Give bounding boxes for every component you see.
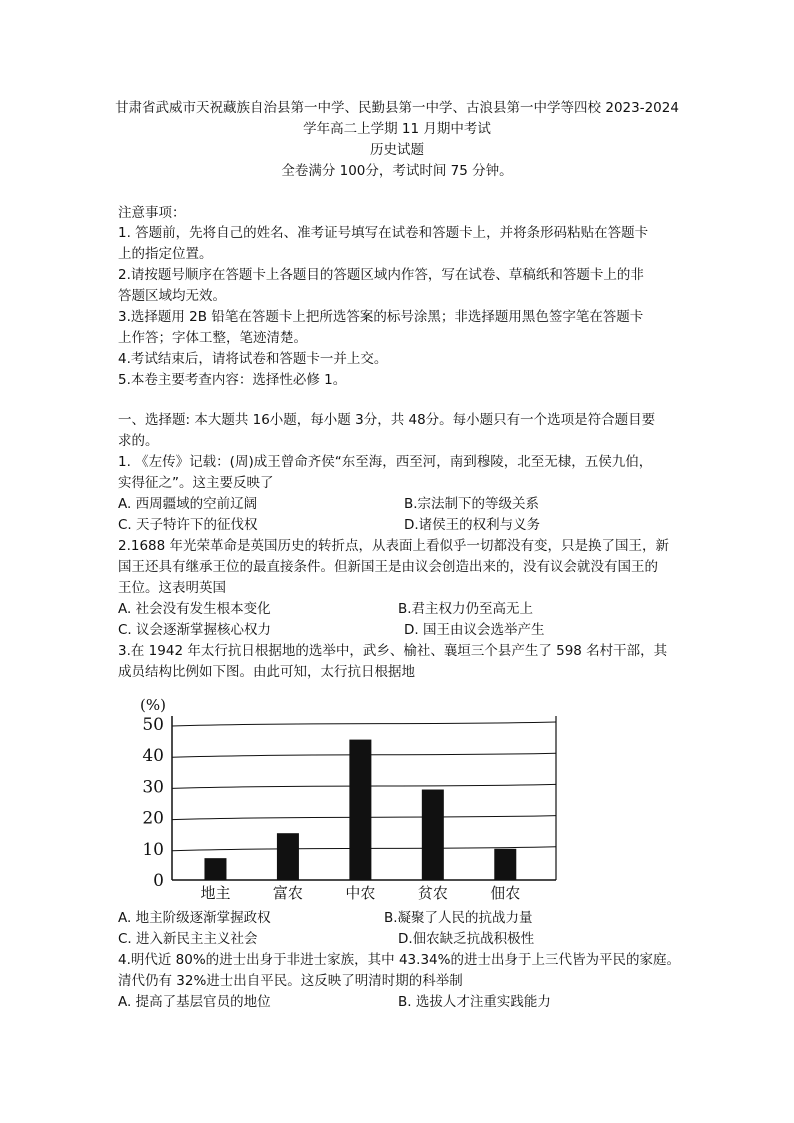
question-1-stem: 实得征之”。这主要反映了: [118, 475, 274, 491]
exam-title-line1: 甘肃省武威市天祝藏族自治县第一中学、民勤县第一中学、古浪县第一中学等四校 2023-2024: [115, 100, 679, 116]
chart-y-tick-label: 40: [142, 746, 164, 767]
chart-y-tick-label: 0: [153, 871, 164, 891]
question-2-stem: 国王还具有继承王位的最直接条件。但新国王是由议会创造出来的，没有议会就没有国王的: [118, 559, 658, 575]
section-heading-line2: 求的。: [118, 433, 159, 449]
chart-category-label: 富农: [272, 884, 303, 902]
chart-bar: [204, 858, 226, 880]
chart-bar: [349, 740, 371, 880]
chart-y-tick-label: 50: [142, 715, 164, 735]
question-3-option-a: A. 地主阶级逐渐掌握政权: [118, 910, 271, 926]
chart-category-label: 中农: [345, 884, 376, 902]
note-line: 4.考试结束后，请将试卷和答题卡一并上交。: [118, 351, 388, 367]
member-structure-bar-chart: [128, 690, 568, 902]
question-4-stem: 清代仍有 32%进士出自平民。这反映了明清时期的科举制: [118, 973, 463, 989]
note-line: 答题区域均无效。: [118, 288, 226, 304]
question-4-stem: 4.明代近 80%的进士出身于非进士家族，其中 43.34%的进士出身于上三代皆为平民的家庭。: [118, 952, 680, 968]
question-2-option-c: C. 议会逐渐掌握核心权力: [118, 622, 272, 638]
question-4-option-b: B. 选拔人才注重实践能力: [398, 994, 551, 1010]
question-2-option-a: A. 社会没有发生根本变化: [118, 601, 271, 617]
chart-bar: [494, 849, 516, 880]
chart-y-tick-label: 30: [142, 777, 164, 798]
question-3-option-c: C. 进入新民主主义社会: [118, 931, 258, 947]
chart-category-label: 佃农: [490, 884, 521, 902]
score-info: 全卷满分 100分，考试时间 75 分钟。: [281, 163, 513, 179]
chart-bar: [422, 790, 444, 880]
question-2-stem: 2.1688 年光荣革命是英国历史的转折点，从表面上看似乎一切都没有变，只是换了国王，新: [118, 538, 670, 554]
question-4-option-a: A. 提高了基层官员的地位: [118, 994, 271, 1010]
question-1-option-a: A. 西周疆域的空前辽阔: [118, 496, 258, 512]
notes-heading: 注意事项：: [118, 205, 186, 221]
chart-gridline: [172, 722, 556, 726]
question-2-stem: 王位。这表明英国: [118, 580, 226, 596]
question-1-option-c: C. 天子特许下的征伐权: [118, 517, 258, 533]
chart-y-tick-label: 20: [142, 808, 164, 829]
chart-bar: [277, 833, 299, 880]
question-3-option-b: B.凝聚了人民的抗战力量: [384, 910, 533, 926]
question-3-stem: 成员结构比例如下图。由此可知，太行抗日根据地: [118, 664, 415, 680]
note-line: 上作答；字体工整，笔迹清楚。: [118, 330, 307, 346]
question-2-option-b: B.君主权力仍至高无上: [398, 601, 534, 617]
question-2-option-d: D. 国王由议会选举产生: [404, 622, 545, 638]
section-heading-line1: 一、选择题: 本大题共 16小题，每小题 3分，共 48分。每小题只有一个选项是符合题目要: [118, 412, 656, 428]
chart-category-label: 地主: [200, 884, 231, 902]
note-line: 1. 答题前，先将自己的姓名、准考证号填写在试卷和答题卡上，并将条形码粘贴在答题卡: [118, 225, 649, 241]
question-1-option-b: B.宗法制下的等级关系: [404, 496, 540, 512]
exam-title-line2: 学年高二上学期 11 月期中考试: [303, 121, 491, 137]
question-1-stem: 1. 《左传》记载：(周)成王曾命齐侯“东至海，西至河，南到穆陵，北至无棣，五侯九伯，: [118, 454, 653, 470]
chart-y-axis-label: (%): [140, 696, 166, 714]
note-line: 3.选择题用 2B 铅笔在答题卡上把所选答案的标号涂黑；非选择题用黑色签字笔在答题卡: [118, 309, 644, 325]
note-line: 上的指定位置。: [118, 246, 213, 262]
note-line: 5.本卷主要考查内容：选择性必修 1。: [118, 372, 347, 388]
subject-title: 历史试题: [370, 142, 424, 158]
chart-y-tick-label: 10: [142, 839, 164, 860]
question-3-option-d: D.佃农缺乏抗战积极性: [398, 931, 535, 947]
question-3-stem: 3.在 1942 年太行抗日根据地的选举中，武乡、榆社、襄垣三个县产生了 598 名村干部，其: [118, 643, 668, 659]
chart-category-label: 贫农: [417, 884, 448, 902]
note-line: 2.请按题号顺序在答题卡上各题目的答题区域内作答，写在试卷、草稿纸和答题卡上的非: [118, 267, 644, 283]
question-1-option-d: D.诸侯王的权利与义务: [404, 517, 541, 533]
